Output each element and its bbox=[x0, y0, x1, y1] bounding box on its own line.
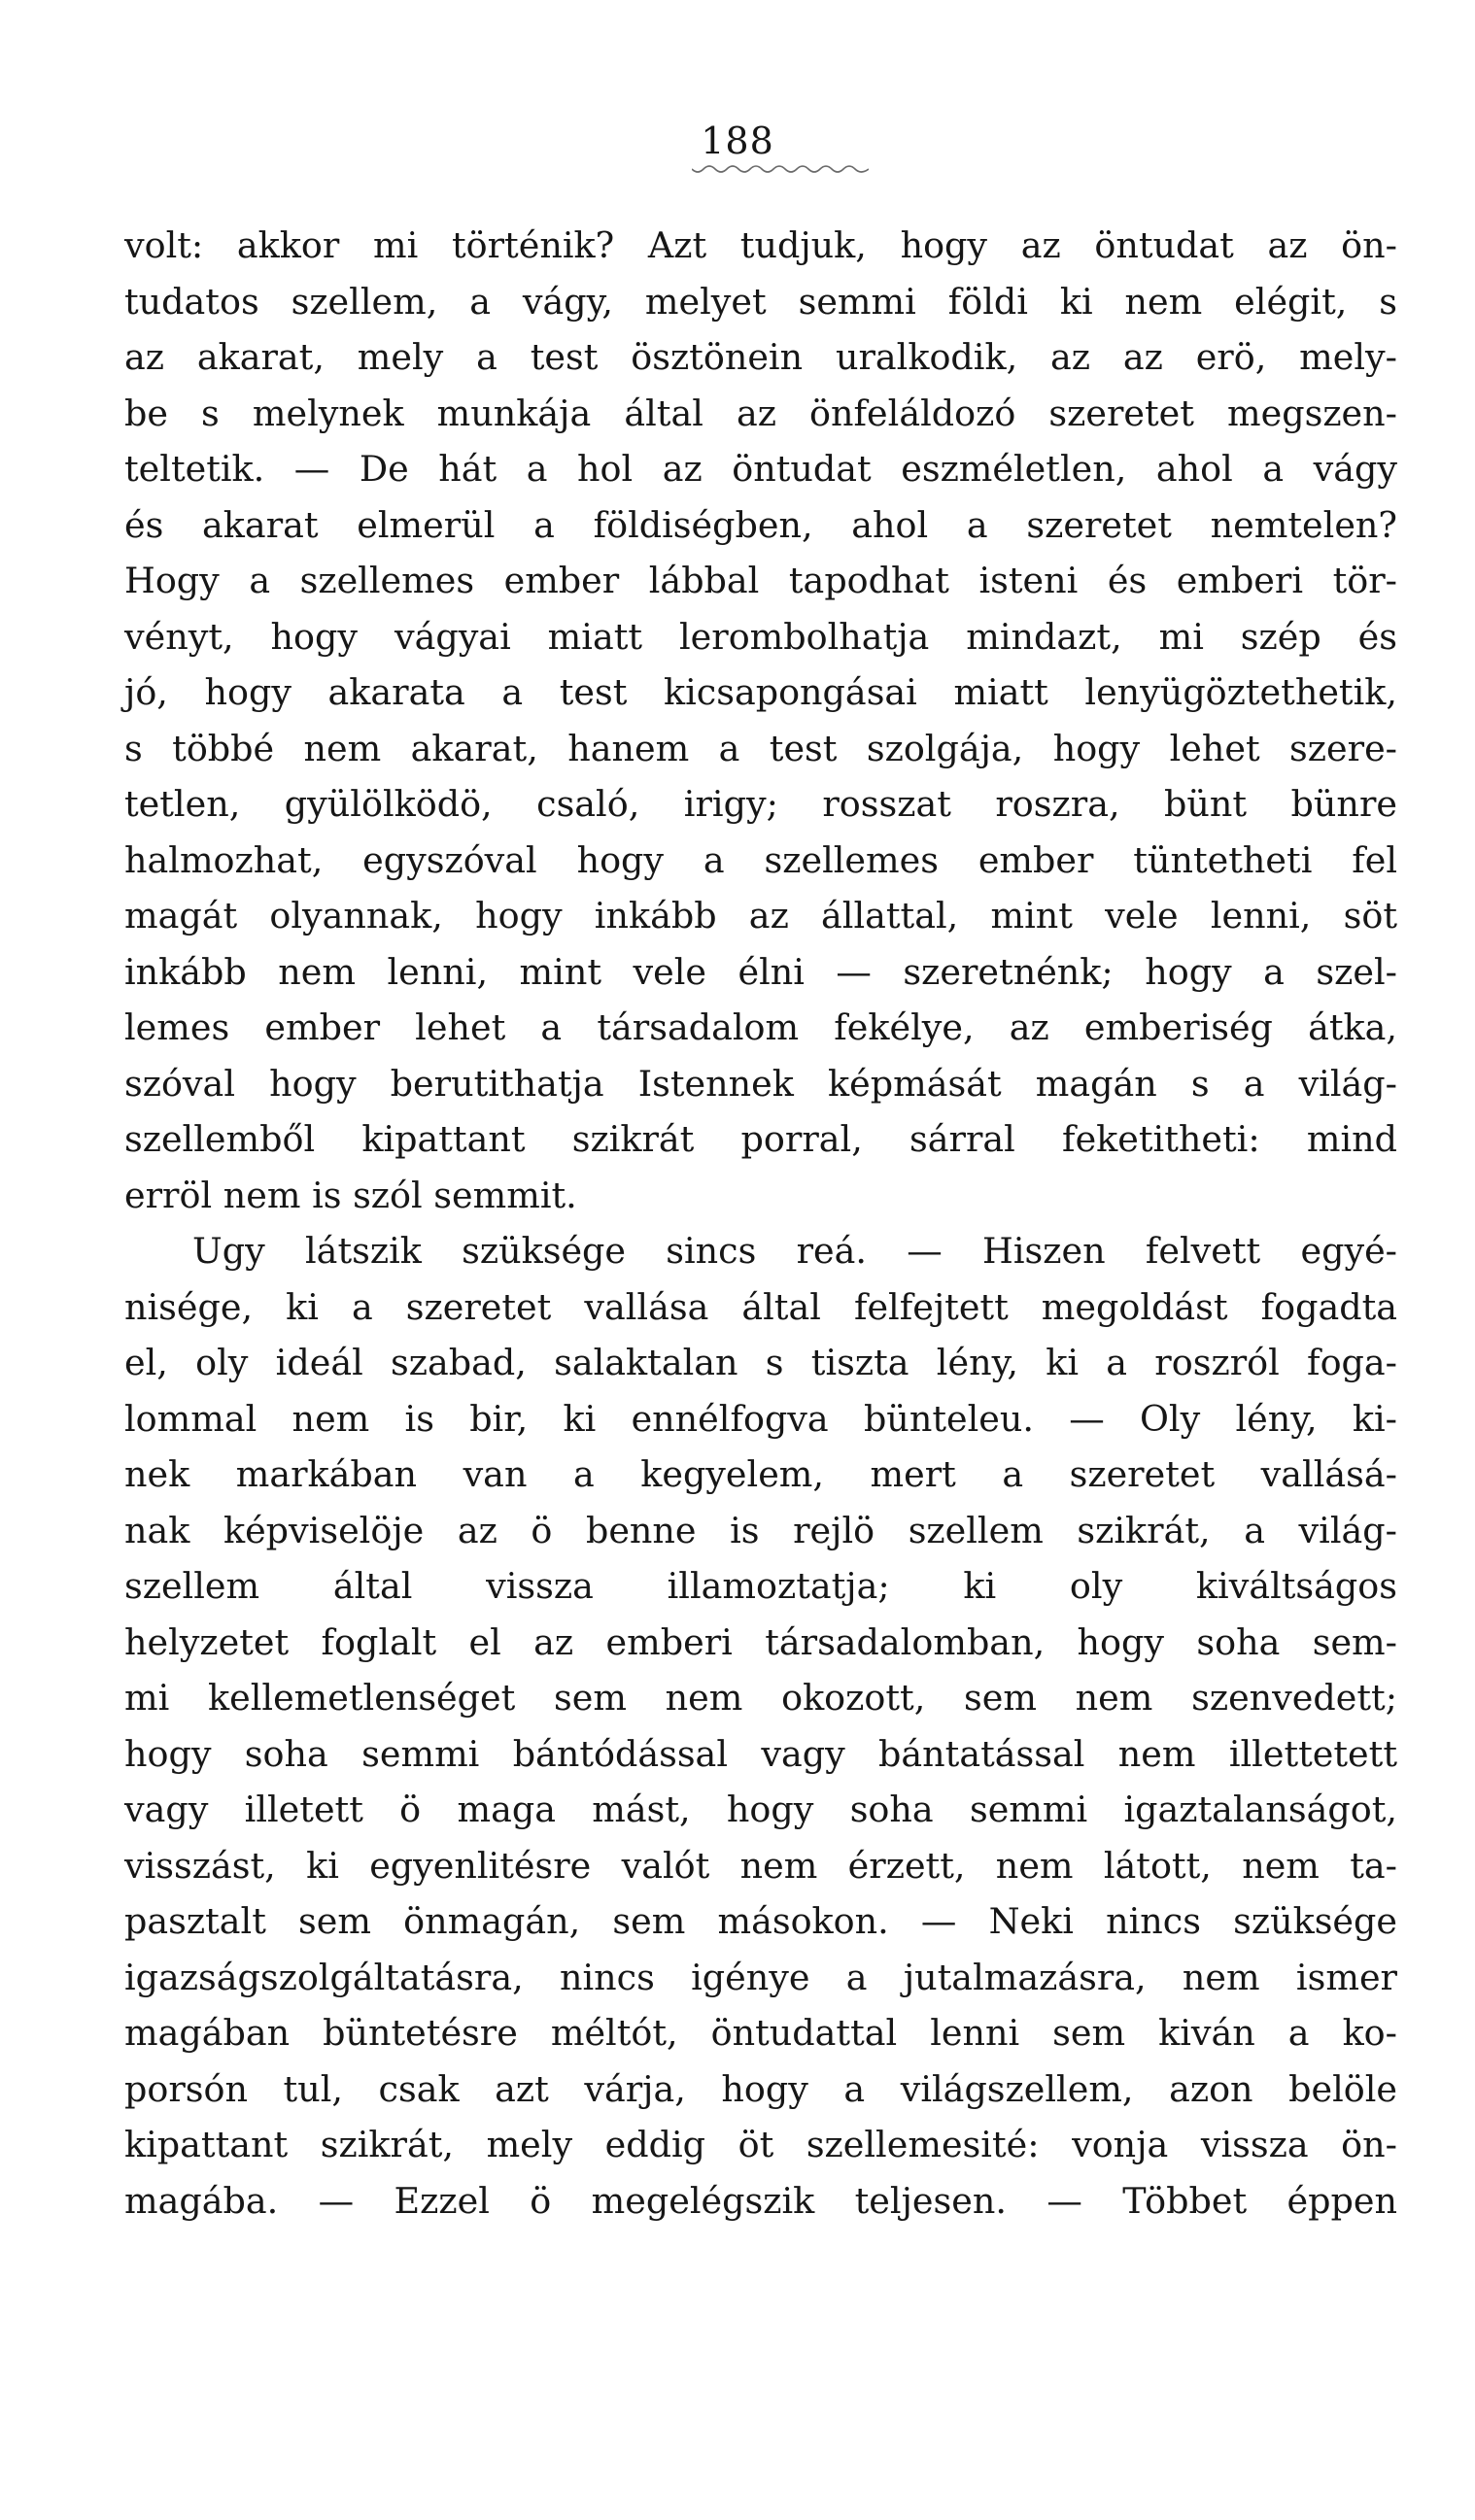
text-line-33: magában büntetésre méltót, öntudattal lenni sem kiván a ko- bbox=[124, 2012, 1397, 2054]
text-line-8: vényt, hogy vágyai miatt lerombolhatja mindazt, mi szép és bbox=[124, 615, 1397, 658]
text-line-31: pasztalt sem önmagán, sem másokon. — Neki nincs szüksége bbox=[124, 1900, 1397, 1942]
body-text bbox=[124, 218, 1397, 2229]
text-line-10: s többé nem akarat, hanem a test szolgája, hogy lehet szere- bbox=[124, 727, 1397, 769]
text-line-14: inkább nem lenni, mint vele élni — szeretnénk; hogy a szel- bbox=[124, 950, 1397, 993]
text-line-25: szellem által vissza illamoztatja; ki oly kiváltságos bbox=[124, 1565, 1397, 1607]
text-line-18: erröl nem is szól semmit. bbox=[124, 1174, 577, 1216]
text-line-28: hogy soha semmi bántódással vagy bántatással nem illettetett bbox=[124, 1732, 1397, 1775]
text-line-32: igazságszolgáltatásra, nincs igénye a jutalmazásra, nem ismer bbox=[124, 1956, 1397, 1998]
text-line-16: szóval hogy berutithatja Istennek képmását magán s a világ- bbox=[124, 1062, 1397, 1105]
text-line-23: nek markában van a kegyelem, mert a szeretet vallásá- bbox=[124, 1453, 1397, 1495]
page-number: 188 bbox=[701, 119, 774, 162]
text-line-11: tetlen, gyülölködö, csaló, irigy; rosszat roszra, bünt bünre bbox=[124, 783, 1397, 825]
text-line-30: visszást, ki egyenlitésre valót nem érzett, nem látott, nem ta- bbox=[124, 1844, 1397, 1887]
text-line-3: az akarat, mely a test ösztönein uralkodik, az az erö, mely- bbox=[124, 336, 1397, 378]
page-number-ornament bbox=[692, 163, 869, 177]
text-line-4: be s melynek munkája által az önfeláldozó szeretet megszen- bbox=[124, 392, 1397, 434]
text-line-27: mi kellemetlenséget sem nem okozott, sem nem szenvedett; bbox=[124, 1677, 1397, 1719]
text-line-21: el, oly ideál szabad, salaktalan s tiszta lény, ki a roszról foga- bbox=[124, 1342, 1397, 1383]
text-line-5: teltetik. — De hát a hol az öntudat eszméletlen, ahol a vágy bbox=[124, 448, 1397, 490]
text-line-24: nak képviselöje az ö benne is rejlö szellem szikrát, a világ- bbox=[124, 1509, 1397, 1551]
text-line-17: szellemből kipattant szikrát porral, sárral feketitheti: mind bbox=[124, 1118, 1397, 1160]
text-line-13: magát olyannak, hogy inkább az állattal, mint vele lenni, söt bbox=[124, 895, 1397, 936]
text-line-7: Hogy a szellemes ember lábbal tapodhat isteni és emberi tör- bbox=[124, 560, 1397, 601]
text-line-6: és akarat elmerül a földiségben, ahol a szeretet nemtelen? bbox=[124, 503, 1397, 546]
text-line-26: helyzetet foglalt el az emberi társadalomban, hogy soha sem- bbox=[124, 1620, 1397, 1663]
text-line-2: tudatos szellem, a vágy, melyet semmi földi ki nem elégit, s bbox=[124, 280, 1397, 323]
text-line-12: halmozhat, egyszóval hogy a szellemes ember tüntetheti fel bbox=[124, 838, 1397, 881]
text-line-19: Ugy látszik szüksége sincs reá. — Hiszen felvett egyé- bbox=[192, 1230, 1397, 1272]
text-line-1: volt: akkor mi történik? Azt tudjuk, hogy az öntudat az ön- bbox=[124, 224, 1397, 266]
text-line-22: lommal nem is bir, ki ennélfogva bünteleu. — Oly lény, ki- bbox=[124, 1397, 1397, 1440]
text-line-36: magába. — Ezzel ö megelégszik teljesen. — Többet éppen bbox=[124, 2179, 1397, 2222]
text-line-20: nisége, ki a szeretet vallása által felfejtett megoldást fogadta bbox=[124, 1285, 1397, 1328]
text-line-9: jó, hogy akarata a test kicsapongásai miatt lenyügöztethetik, bbox=[124, 671, 1397, 713]
text-line-34: porsón tul, csak azt várja, hogy a világszellem, azon belöle bbox=[124, 2067, 1397, 2110]
text-line-15: lemes ember lehet a társadalom fekélye, az emberiség átka, bbox=[124, 1006, 1397, 1048]
text-line-29: vagy illetett ö maga mást, hogy soha semmi igaztalanságot, bbox=[124, 1788, 1397, 1830]
text-line-35: kipattant szikrát, mely eddig öt szellemesité: vonja vissza ön- bbox=[124, 2124, 1397, 2165]
